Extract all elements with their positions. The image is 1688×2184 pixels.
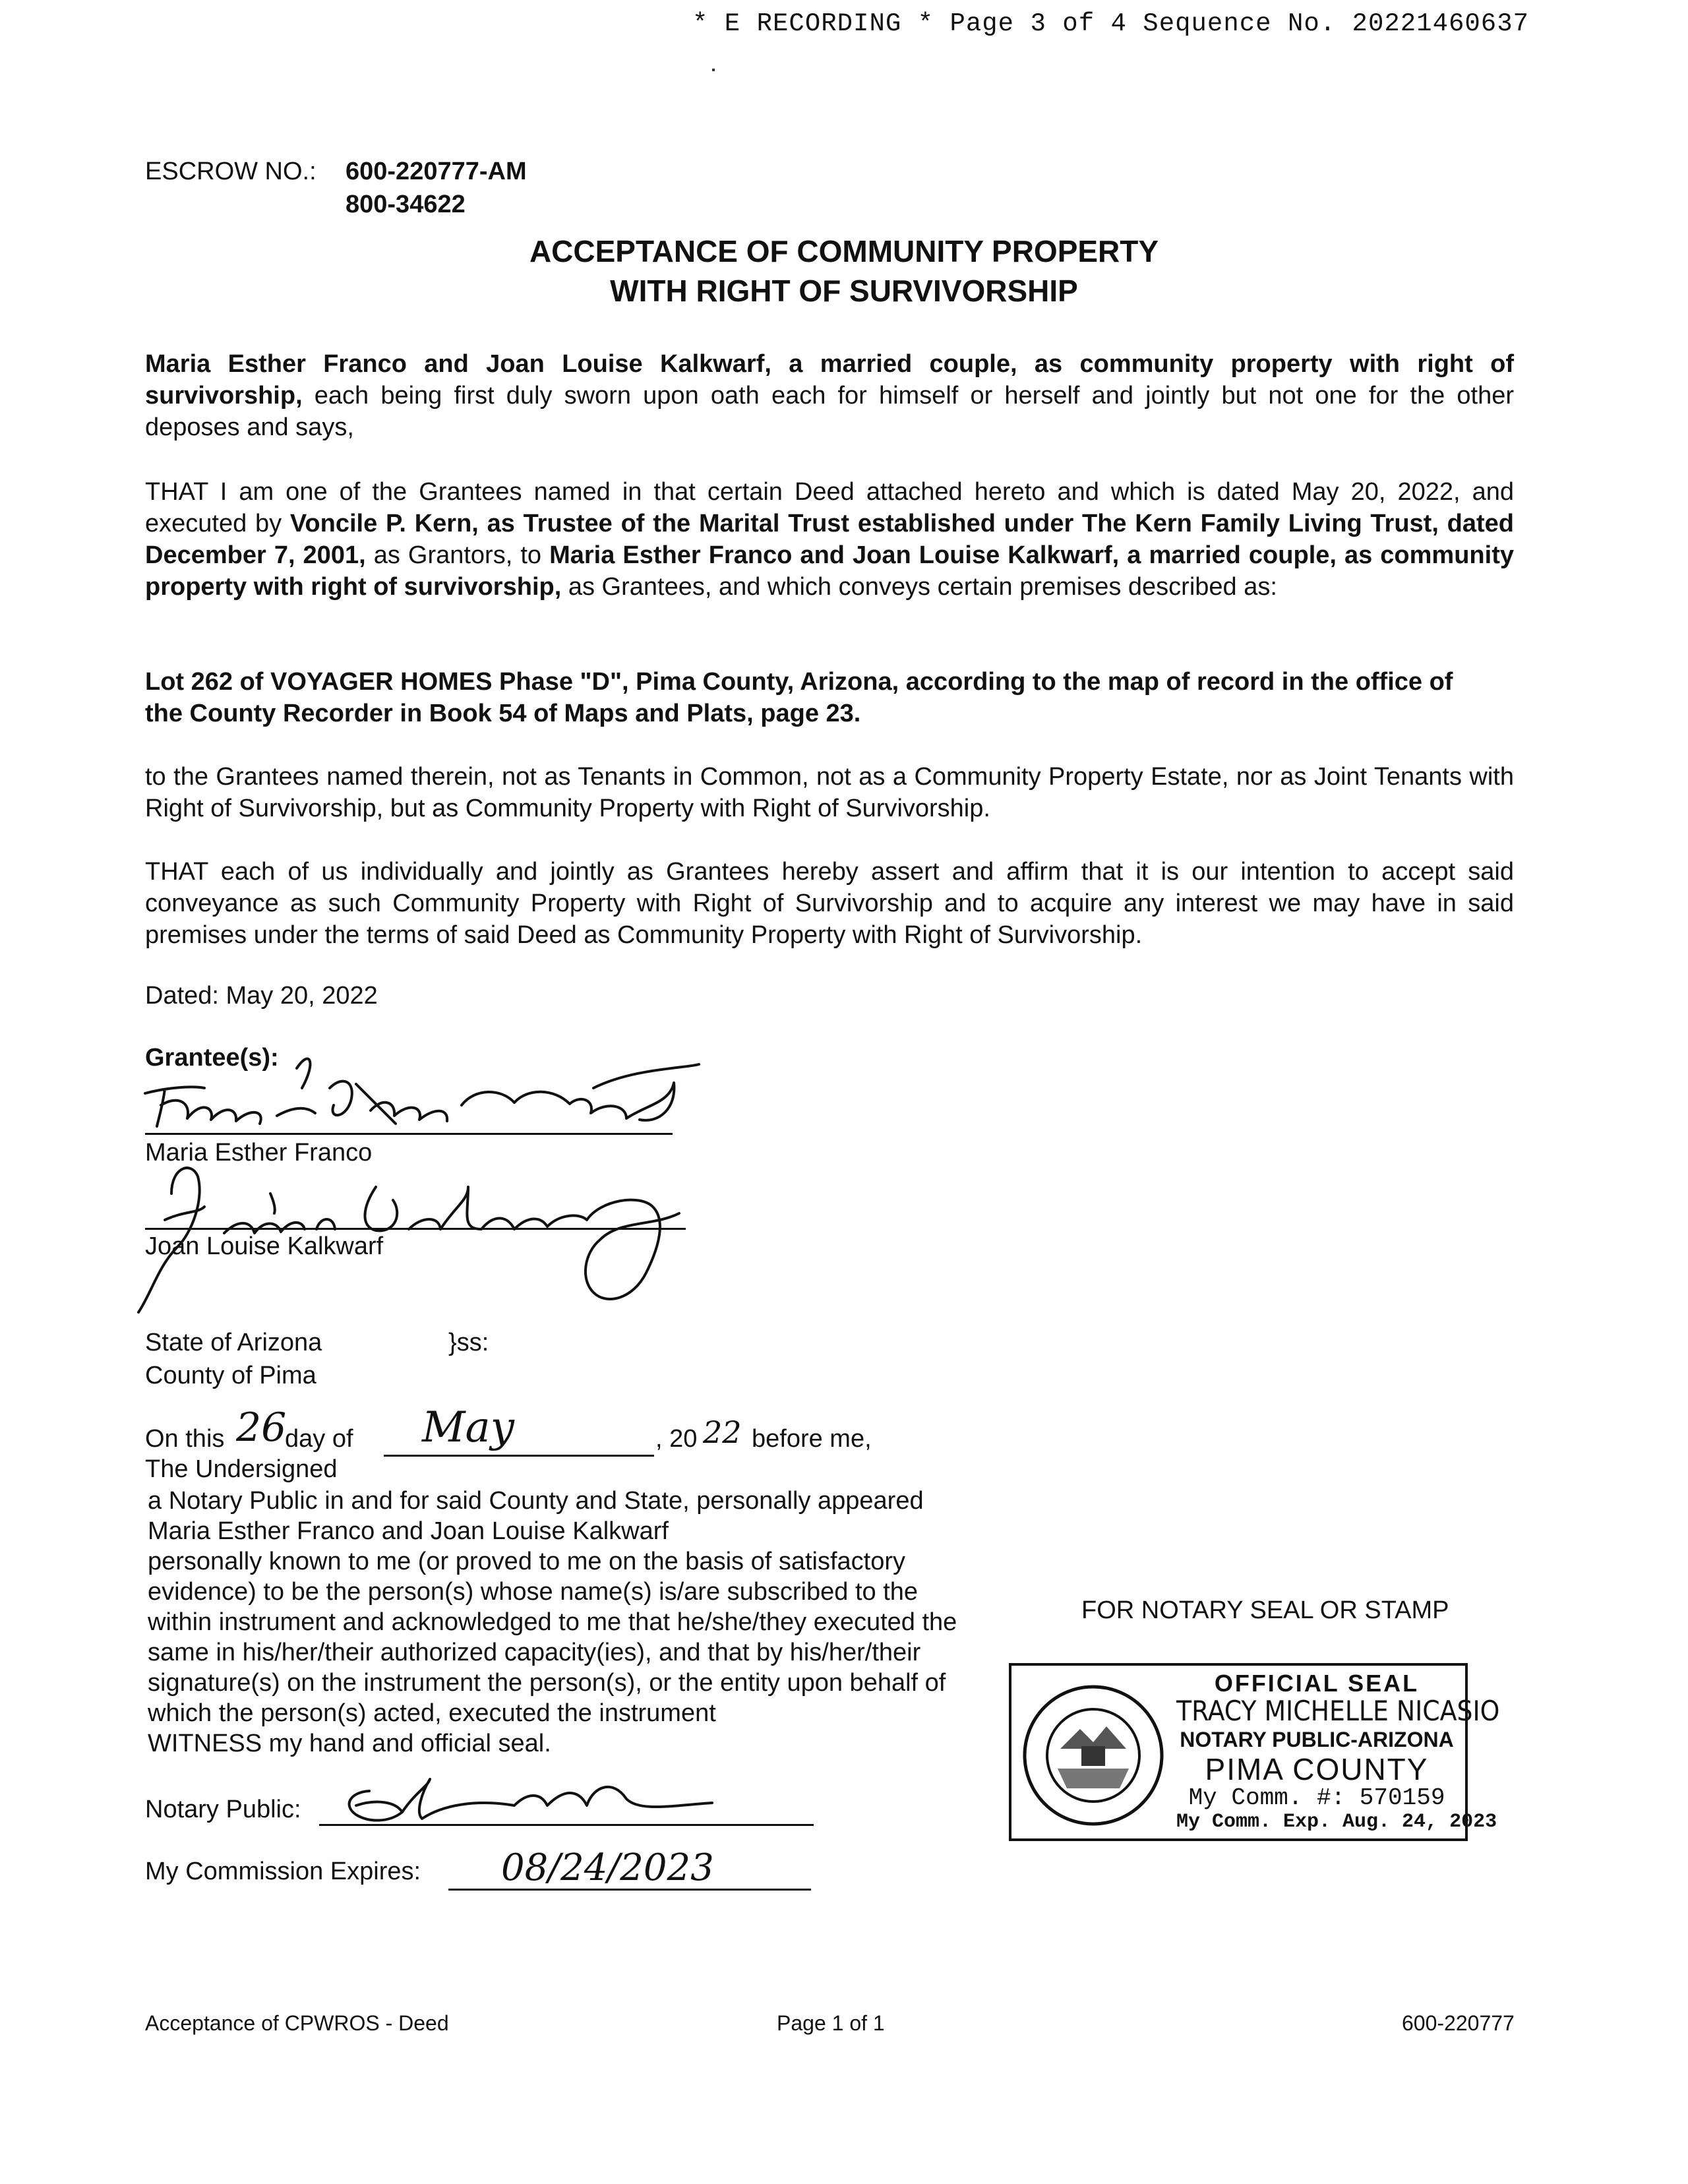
legal-description: Lot 262 of VOYAGER HOMES Phase "D", Pima County, Arizona, according to the map of record in the office of the County Recorder in Book 54 of Maps and Plats, page 23. bbox=[145, 668, 1453, 727]
footer-page-number: Page 1 of 1 bbox=[777, 2011, 885, 2035]
seal-line-official: OFFICIAL SEAL bbox=[1214, 1670, 1420, 1697]
commission-label: My Commission Expires: bbox=[145, 1858, 421, 1885]
ack-line-5: within instrument and acknowledged to me that he/she/they executed the bbox=[148, 1608, 957, 1636]
deed-grantees: Maria Esther Franco and Joan Louise Kalkwarf, a married couple, as community property with right of survivorship, bbox=[145, 541, 1514, 601]
ack-month-line bbox=[384, 1455, 654, 1457]
paragraph-deponents bbox=[145, 348, 1514, 443]
ack-line-3: personally known to me (or proved to me on the basis of satisfactory bbox=[148, 1548, 905, 1575]
seal-line-comm-exp: My Comm. Exp. Aug. 24, 2023 bbox=[1176, 1811, 1497, 1833]
ack-undersigned: The Undersigned bbox=[145, 1455, 338, 1483]
grantees-label: Grantee(s): bbox=[145, 1044, 279, 1072]
ack-year-value: 22 bbox=[703, 1414, 742, 1450]
ack-line-1: a Notary Public in and for said County and State, personally appeared bbox=[148, 1487, 924, 1515]
ack-on-this: On this bbox=[145, 1425, 225, 1453]
paragraph-tenancy: to the Grantees named therein, not as Tenants in Common, not as a Community Property Estate, nor as Joint Tenants with Right of Survivorship, but as Community Property with Right of Survivorship. bbox=[145, 763, 1514, 822]
ack-line-4: evidence) to be the person(s) whose name(s) is/are subscribed to the bbox=[148, 1578, 919, 1606]
deponents-text: each being first duly sworn upon oath each for himself or herself and jointly but not one for the other deposes and says, bbox=[145, 382, 1514, 441]
grantee-2-signature bbox=[125, 1147, 706, 1325]
grantee-2-name: Joan Louise Kalkwarf bbox=[145, 1232, 384, 1260]
grantee-1-name: Maria Esther Franco bbox=[145, 1139, 373, 1167]
notary-public-label: Notary Public: bbox=[145, 1796, 301, 1823]
ack-line-7: signature(s) on the instrument the person(s), or the entity upon behalf of bbox=[148, 1669, 946, 1697]
ack-day-value: 26 bbox=[236, 1405, 287, 1451]
venue-ss: }ss: bbox=[448, 1329, 489, 1356]
seal-line-county: PIMA COUNTY bbox=[1205, 1752, 1429, 1786]
grantee-1-signature bbox=[119, 1042, 738, 1141]
deed-text-3: as Grantees, and which conveys certain premises described as: bbox=[561, 573, 1277, 601]
deponents-bold: Maria Esther Franco and Joan Louise Kalkwarf, a married couple, as community property with right of survivorship, bbox=[145, 350, 1514, 410]
footer-escrow-number: 600-220777 bbox=[1402, 2011, 1515, 2035]
paragraph-deed bbox=[145, 476, 1514, 603]
ack-line-8: which the person(s) acted, executed the instrument bbox=[148, 1699, 716, 1727]
ack-year-prefix: , 20 bbox=[655, 1425, 698, 1453]
escrow-number-1: 600-220777-AM bbox=[346, 158, 527, 185]
escrow-label: ESCROW NO.: bbox=[145, 158, 316, 185]
deed-text-2: as Grantors, to bbox=[365, 541, 550, 569]
recording-header: * E RECORDING * Page 3 of 4 Sequence No. 20221460637 bbox=[692, 9, 1529, 38]
ack-day-of: day of bbox=[285, 1425, 353, 1453]
seal-line-notary: NOTARY PUBLIC-ARIZONA bbox=[1180, 1728, 1454, 1751]
seal-line-name: TRACY MICHELLE NICASIO bbox=[1176, 1695, 1500, 1727]
document-title-line-1: ACCEPTANCE OF COMMUNITY PROPERTY bbox=[529, 234, 1159, 268]
ack-line-6: same in his/her/their authorized capacity(ies), and that by his/her/their bbox=[148, 1639, 921, 1666]
escrow-number-2: 800-34622 bbox=[346, 191, 466, 218]
ack-month-value: May bbox=[422, 1403, 514, 1452]
commission-value: 08/24/2023 bbox=[501, 1846, 714, 1889]
dated-line: Dated: May 20, 2022 bbox=[145, 982, 378, 1010]
footer-document-name: Acceptance of CPWROS - Deed bbox=[145, 2011, 449, 2035]
notary-signature bbox=[316, 1759, 765, 1832]
ack-line-9: WITNESS my hand and official seal. bbox=[148, 1730, 551, 1757]
seal-line-comm-number: My Comm. #: 570159 bbox=[1188, 1784, 1445, 1811]
venue-state: State of Arizona bbox=[145, 1329, 322, 1356]
ack-before-me: before me, bbox=[752, 1425, 872, 1453]
deed-text-1: THAT I am one of the Grantees named in that certain Deed attached hereto and which is dated May 20, 2022, and executed by bbox=[145, 478, 1514, 537]
notary-seal-stamp bbox=[1009, 1663, 1500, 1841]
deed-grantor: Voncile P. Kern, as Trustee of the Marital Trust established under The Kern Family Living Trust, dated December 7, 2001, bbox=[145, 510, 1514, 569]
speck bbox=[712, 69, 715, 71]
seal-caption: FOR NOTARY SEAL OR STAMP bbox=[1081, 1596, 1449, 1624]
venue-county: County of Pima bbox=[145, 1362, 316, 1389]
arizona-state-seal-emblem bbox=[1021, 1683, 1166, 1828]
ack-line-2: Maria Esther Franco and Joan Louise Kalkwarf bbox=[148, 1517, 669, 1545]
document-title-line-2: WITH RIGHT OF SURVIVORSHIP bbox=[610, 274, 1078, 308]
paragraph-intention: THAT each of us individually and jointly as Grantees hereby assert and affirm that it is our intention to accept said conveyance as such Community Property with Right of Survivorship and to acquire any interest we may have in said premises under the terms of said Deed as Community Property with Right of Survivorship. bbox=[145, 858, 1514, 949]
